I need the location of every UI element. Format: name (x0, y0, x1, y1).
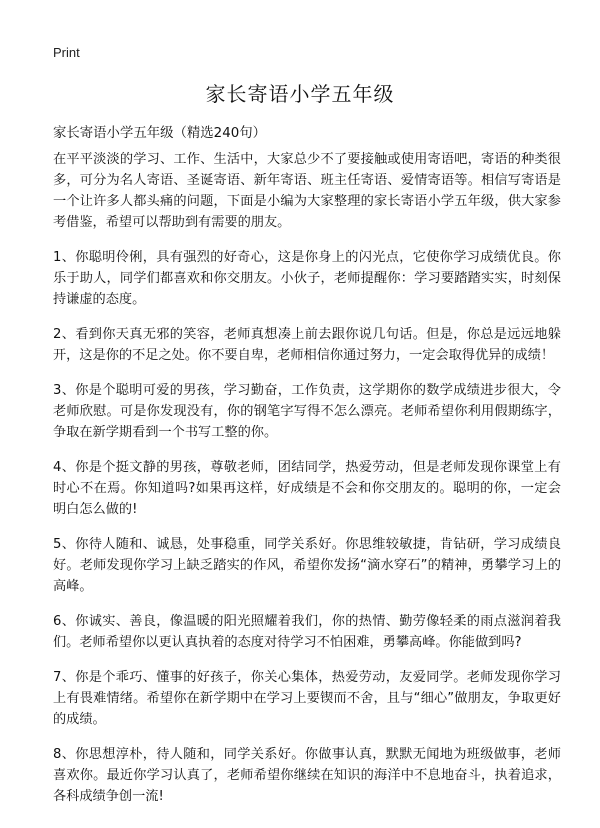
page-subtitle: 家长寄语小学五年级（精选240句） (53, 126, 267, 141)
message-paragraph-5: 5、你待人随和、诚恳，处事稳重，同学关系好。你思维较敏捷，肯钻研，学习成绩良好。老师发现你学习上缺乏踏实的作风，希望你发扬“滴水穿石”的精神，勇攀学习上的高峰。 (53, 537, 561, 594)
message-paragraph-7: 7、你是个乖巧、懂事的好孩子，你关心集体，热爱劳动，友爱同学。老师发现你学习上有畏难情绪。希望你在新学期中在学习上要锲而不舍，且与“细心”做朋友，争取更好的成绩。 (53, 670, 561, 727)
message-paragraph-6: 6、你诚实、善良，像温暖的阳光照耀着我们，你的热情、勤劳像轻柔的雨点滋润着我们。老师希望你以更认真执着的态度对待学习不怕困难，勇攀高峰。你能做到吗? (53, 614, 561, 650)
article-body (53, 149, 561, 821)
message-paragraph-1: 1、你聪明伶俐，具有强烈的好奇心，这是你身上的闪光点，它使你学习成绩优良。你乐于助人，同学们都喜欢和你交朋友。小伙子，老师提醒你：学习要踏踏实实，时刻保持谦虚的态度。 (53, 250, 561, 307)
intro-paragraph: 在平平淡淡的学习、工作、生活中，大家总少不了要接触或使用寄语吧，寄语的种类很多，可分为名人寄语、圣诞寄语、新年寄语、班主任寄语、爱情寄语等。相信写寄语是一个让许多人都头痛的问题，下面是小编为大家整理的家长寄语小学五年级，供大家参考借鉴，希望可以帮助到有需要的朋友。 (53, 152, 561, 230)
message-paragraph-4: 4、你是个挺文静的男孩，尊敬老师，团结同学，热爱劳动，但是老师发现你课堂上有时心不在焉。你知道吗?如果再这样，好成绩是不会和你交朋友的。聪明的你，一定会明白怎么做的! (53, 460, 561, 517)
message-paragraph-2: 2、看到你天真无邪的笑容，老师真想凑上前去跟你说几句话。但是，你总是远远地躲开，这是你的不足之处。你不要自卑，老师相信你通过努力，一定会取得优异的成绩！ (53, 327, 561, 363)
page-title: 家长寄语小学五年级 (205, 82, 395, 106)
message-paragraph-8: 8、你思想淳朴，待人随和，同学关系好。你做事认真，默默无闻地为班级做事，老师喜欢你。最近你学习认真了，老师希望你继续在知识的海洋中不息地奋斗，执着追求，各科成绩争创一流! (53, 747, 561, 804)
message-paragraph-3: 3、你是个聪明可爱的男孩，学习勤奋，工作负责，这学期你的数学成绩进步很大，令老师欣慰。可是你发现没有，你的钢笔字写得不怎么漂亮。老师希望你利用假期练字，争取在新学期看到一个书写工整的你。 (53, 383, 561, 440)
print-link[interactable]: Print (53, 45, 80, 60)
